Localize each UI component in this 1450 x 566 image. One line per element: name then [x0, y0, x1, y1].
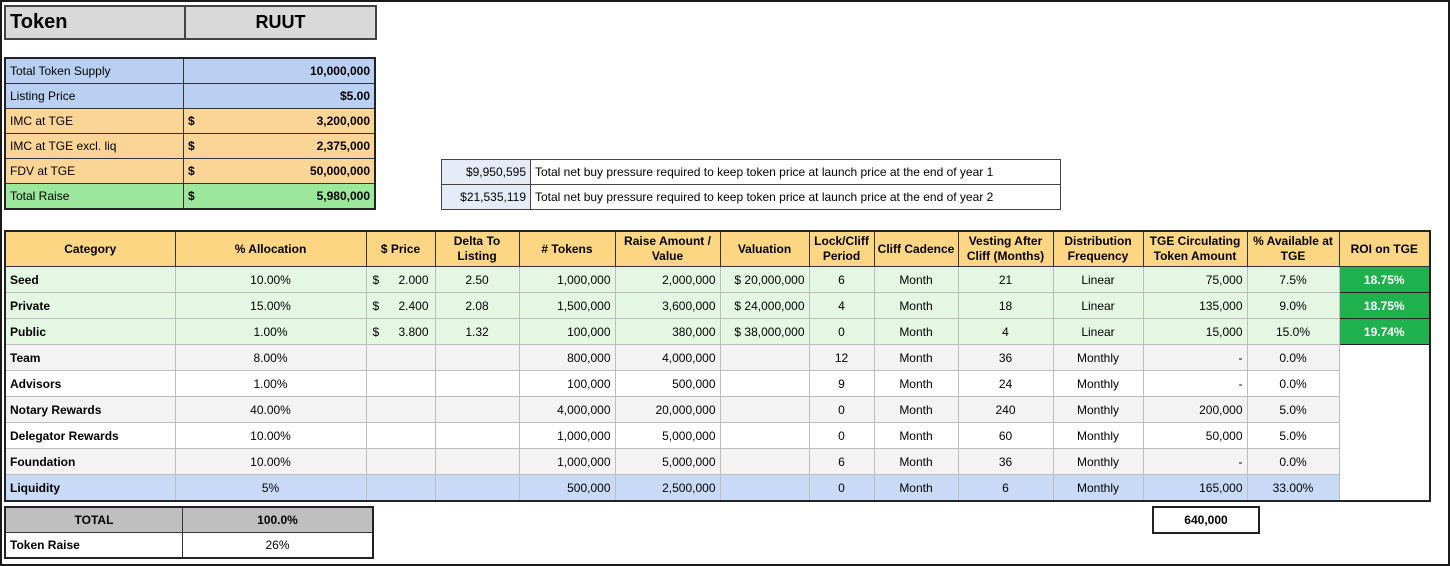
lock-cell[interactable]: 0 — [809, 397, 874, 423]
tokens-cell[interactable]: 1,000,000 — [519, 423, 615, 449]
cadence-cell[interactable]: Month — [874, 449, 958, 475]
metric-row — [5, 134, 375, 159]
raise-cell[interactable]: 380,000 — [615, 319, 720, 345]
category-cell[interactable]: Private — [5, 293, 175, 319]
circulating-cell[interactable]: - — [1143, 449, 1247, 475]
distribution-cell[interactable]: Linear — [1053, 267, 1143, 293]
header-circulating[interactable]: TGE Circulating Token Amount — [1143, 231, 1247, 267]
roi-empty-cell — [1339, 371, 1430, 397]
table-row — [5, 319, 1430, 345]
delta-cell[interactable]: 2.50 — [435, 267, 519, 293]
lock-cell[interactable]: 12 — [809, 345, 874, 371]
allocation-cell[interactable]: 10.00% — [175, 423, 366, 449]
valuation-cell[interactable] — [720, 449, 809, 475]
header-available[interactable]: % Available at TGE — [1247, 231, 1339, 267]
category-cell[interactable]: Foundation — [5, 449, 175, 475]
category-cell[interactable]: Liquidity — [5, 475, 175, 502]
cadence-cell[interactable]: Month — [874, 397, 958, 423]
distribution-cell[interactable]: Linear — [1053, 319, 1143, 345]
roi-empty-cell — [1339, 345, 1430, 371]
header-delta[interactable]: Delta To Listing — [435, 231, 519, 267]
metric-currency: $ — [184, 109, 205, 134]
vesting-cell[interactable]: 18 — [958, 293, 1053, 319]
table-row — [5, 397, 1430, 423]
price-cell[interactable] — [366, 319, 435, 345]
pressure-row — [442, 185, 1061, 210]
cadence-cell[interactable]: Month — [874, 319, 958, 345]
allocation-cell[interactable]: 1.00% — [175, 319, 366, 345]
tokens-cell[interactable]: 500,000 — [519, 475, 615, 502]
token-label[interactable]: Token — [5, 6, 185, 39]
roi-empty-cell — [1339, 475, 1430, 502]
delta-cell[interactable] — [435, 345, 519, 371]
raise-cell[interactable]: 5,000,000 — [615, 449, 720, 475]
price-cell[interactable] — [366, 371, 435, 397]
valuation-cell[interactable]: $ 20,000,000 — [720, 267, 809, 293]
table-row — [5, 345, 1430, 371]
pressure-amount[interactable]: $9,950,595 — [442, 160, 531, 185]
delta-cell[interactable] — [435, 449, 519, 475]
header-vesting[interactable]: Vesting After Cliff (Months) — [958, 231, 1053, 267]
price-value: 2.400 — [398, 298, 429, 313]
token-raise-label[interactable]: Token Raise — [5, 533, 183, 559]
header-lock[interactable]: Lock/Cliff Period — [809, 231, 874, 267]
total-row — [5, 507, 373, 533]
vesting-cell[interactable]: 36 — [958, 345, 1053, 371]
tokens-cell[interactable]: 1,000,000 — [519, 449, 615, 475]
distribution-cell[interactable]: Monthly — [1053, 397, 1143, 423]
allocation-table — [4, 230, 1431, 502]
distribution-cell[interactable]: Monthly — [1053, 475, 1143, 502]
roi-cell[interactable]: 18.75% — [1339, 293, 1430, 319]
circulating-cell[interactable]: 75,000 — [1143, 267, 1247, 293]
metric-label[interactable]: IMC at TGE — [5, 109, 184, 134]
roi-cell[interactable]: 18.75% — [1339, 267, 1430, 293]
price-cell[interactable] — [366, 475, 435, 502]
circulating-cell[interactable]: 15,000 — [1143, 319, 1247, 345]
circulating-cell[interactable]: 50,000 — [1143, 423, 1247, 449]
delta-cell[interactable]: 2.08 — [435, 293, 519, 319]
circulating-cell[interactable]: 200,000 — [1143, 397, 1247, 423]
available-cell[interactable]: 0.0% — [1247, 449, 1339, 475]
category-cell[interactable]: Advisors — [5, 371, 175, 397]
price-currency: $ — [372, 324, 380, 339]
vesting-cell[interactable]: 24 — [958, 371, 1053, 397]
allocation-cell[interactable]: 40.00% — [175, 397, 366, 423]
valuation-cell[interactable]: $ 38,000,000 — [720, 319, 809, 345]
metric-label[interactable]: IMC at TGE excl. liq — [5, 134, 184, 159]
token-header — [4, 5, 377, 40]
header-row — [5, 231, 1430, 267]
token-raise-row — [5, 533, 373, 559]
table-row — [5, 423, 1430, 449]
circulating-cell[interactable]: 165,000 — [1143, 475, 1247, 502]
pressure-amount[interactable]: $21,535,119 — [442, 185, 531, 210]
vesting-cell[interactable]: 240 — [958, 397, 1053, 423]
metric-row — [5, 109, 375, 134]
category-cell[interactable]: Notary Rewards — [5, 397, 175, 423]
available-cell[interactable]: 9.0% — [1247, 293, 1339, 319]
price-cell[interactable] — [366, 423, 435, 449]
category-cell[interactable]: Delegator Rewards — [5, 423, 175, 449]
circulating-total[interactable]: 640,000 — [1152, 506, 1260, 534]
pressure-text[interactable]: Total net buy pressure required to keep token price at launch price at the end of year 1 — [531, 160, 1061, 185]
header-raise[interactable]: Raise Amount / Value — [615, 231, 720, 267]
price-cell[interactable] — [366, 293, 435, 319]
metric-value[interactable]: 50,000,000 — [204, 159, 375, 184]
cadence-cell[interactable]: Month — [874, 371, 958, 397]
header-roi[interactable]: ROI on TGE — [1339, 231, 1430, 267]
allocation-cell[interactable]: 1.00% — [175, 371, 366, 397]
raise-cell[interactable]: 4,000,000 — [615, 345, 720, 371]
table-row — [5, 293, 1430, 319]
category-cell[interactable]: Team — [5, 345, 175, 371]
allocation-cell[interactable]: 10.00% — [175, 267, 366, 293]
raise-cell[interactable]: 20,000,000 — [615, 397, 720, 423]
cadence-cell[interactable]: Month — [874, 293, 958, 319]
lock-cell[interactable]: 0 — [809, 423, 874, 449]
table-row — [5, 449, 1430, 475]
metric-value[interactable]: 5,980,000 — [204, 184, 375, 210]
roi-empty-cell — [1339, 449, 1430, 475]
price-value: 2.000 — [398, 272, 429, 287]
token-raise-value[interactable]: 26% — [183, 533, 374, 559]
tokens-cell[interactable]: 100,000 — [519, 319, 615, 345]
roi-cell[interactable]: 19.74% — [1339, 319, 1430, 345]
table-row — [5, 371, 1430, 397]
distribution-cell[interactable]: Monthly — [1053, 345, 1143, 371]
available-cell[interactable]: 5.0% — [1247, 397, 1339, 423]
roi-empty-cell — [1339, 423, 1430, 449]
header-valuation[interactable]: Valuation — [720, 231, 809, 267]
metric-row — [5, 58, 375, 84]
roi-empty-cell — [1339, 397, 1430, 423]
lock-cell[interactable]: 9 — [809, 371, 874, 397]
available-cell[interactable]: 7.5% — [1247, 267, 1339, 293]
token-value[interactable]: RUUT — [185, 6, 376, 39]
total-value[interactable]: 100.0% — [183, 507, 374, 533]
circulating-cell[interactable]: 135,000 — [1143, 293, 1247, 319]
valuation-cell[interactable] — [720, 345, 809, 371]
price-currency: $ — [372, 272, 380, 287]
vesting-cell[interactable]: 21 — [958, 267, 1053, 293]
metric-value[interactable]: 3,200,000 — [204, 109, 375, 134]
metric-currency: $ — [184, 184, 205, 210]
category-cell[interactable]: Public — [5, 319, 175, 345]
header-category[interactable]: Category — [5, 231, 175, 267]
pressure-text[interactable]: Total net buy pressure required to keep token price at launch price at the end of year 2 — [531, 185, 1061, 210]
delta-cell[interactable] — [435, 475, 519, 502]
header-distribution[interactable]: Distribution Frequency — [1053, 231, 1143, 267]
valuation-cell[interactable] — [720, 397, 809, 423]
lock-cell[interactable]: 0 — [809, 475, 874, 502]
price-cell[interactable] — [366, 267, 435, 293]
distribution-cell[interactable]: Monthly — [1053, 449, 1143, 475]
available-cell[interactable]: 33.00% — [1247, 475, 1339, 502]
metric-row — [5, 184, 375, 210]
metric-value[interactable]: $5.00 — [184, 84, 376, 109]
metric-row — [5, 84, 375, 109]
raise-cell[interactable]: 500,000 — [615, 371, 720, 397]
header-allocation[interactable]: % Allocation — [175, 231, 366, 267]
price-cell[interactable] — [366, 449, 435, 475]
delta-cell[interactable] — [435, 371, 519, 397]
available-cell[interactable]: 15.0% — [1247, 319, 1339, 345]
circulating-cell[interactable]: - — [1143, 345, 1247, 371]
price-cell[interactable] — [366, 345, 435, 371]
table-row — [5, 267, 1430, 293]
cadence-cell[interactable]: Month — [874, 345, 958, 371]
metric-value[interactable]: 10,000,000 — [184, 58, 376, 84]
metric-label[interactable]: FDV at TGE — [5, 159, 184, 184]
price-value: 3.800 — [398, 324, 429, 339]
metric-label[interactable]: Listing Price — [5, 84, 184, 109]
allocation-cell[interactable]: 8.00% — [175, 345, 366, 371]
delta-cell[interactable]: 1.32 — [435, 319, 519, 345]
delta-cell[interactable] — [435, 423, 519, 449]
raise-cell[interactable]: 5,000,000 — [615, 423, 720, 449]
metrics-table — [4, 57, 376, 210]
category-cell[interactable]: Seed — [5, 267, 175, 293]
price-currency: $ — [372, 298, 380, 313]
delta-cell[interactable] — [435, 397, 519, 423]
raise-cell[interactable]: 2,500,000 — [615, 475, 720, 502]
vesting-cell[interactable]: 4 — [958, 319, 1053, 345]
allocation-cell[interactable]: 10.00% — [175, 449, 366, 475]
buy-pressure-table — [441, 159, 1061, 210]
valuation-cell[interactable] — [720, 423, 809, 449]
raise-cell[interactable]: 2,000,000 — [615, 267, 720, 293]
metric-value[interactable]: 2,375,000 — [204, 134, 375, 159]
available-cell[interactable]: 0.0% — [1247, 371, 1339, 397]
cadence-cell[interactable]: Month — [874, 267, 958, 293]
cadence-cell[interactable]: Month — [874, 423, 958, 449]
distribution-cell[interactable]: Linear — [1053, 293, 1143, 319]
valuation-cell[interactable] — [720, 371, 809, 397]
pressure-row — [442, 160, 1061, 185]
tokens-cell[interactable]: 800,000 — [519, 345, 615, 371]
valuation-cell[interactable] — [720, 475, 809, 502]
valuation-cell[interactable]: $ 24,000,000 — [720, 293, 809, 319]
price-cell[interactable] — [366, 397, 435, 423]
distribution-cell[interactable]: Monthly — [1053, 371, 1143, 397]
circulating-cell[interactable]: - — [1143, 371, 1247, 397]
tokens-cell[interactable]: 1,500,000 — [519, 293, 615, 319]
raise-cell[interactable]: 3,600,000 — [615, 293, 720, 319]
vesting-cell[interactable]: 36 — [958, 449, 1053, 475]
available-cell[interactable]: 5.0% — [1247, 423, 1339, 449]
available-cell[interactable]: 0.0% — [1247, 345, 1339, 371]
metric-row — [5, 159, 375, 184]
metric-currency: $ — [184, 134, 205, 159]
allocation-cell[interactable]: 5% — [175, 475, 366, 502]
tokens-cell[interactable]: 100,000 — [519, 371, 615, 397]
lock-cell[interactable]: 6 — [809, 267, 874, 293]
table-row — [5, 475, 1430, 502]
tokens-cell[interactable]: 1,000,000 — [519, 267, 615, 293]
total-label[interactable]: TOTAL — [5, 507, 183, 533]
distribution-cell[interactable]: Monthly — [1053, 423, 1143, 449]
lock-cell[interactable]: 6 — [809, 449, 874, 475]
lock-cell[interactable]: 4 — [809, 293, 874, 319]
metric-label[interactable]: Total Token Supply — [5, 58, 184, 84]
tokens-cell[interactable]: 4,000,000 — [519, 397, 615, 423]
header-cadence[interactable]: Cliff Cadence — [874, 231, 958, 267]
header-tokens[interactable]: # Tokens — [519, 231, 615, 267]
totals-table — [4, 506, 374, 559]
cadence-cell[interactable]: Month — [874, 475, 958, 502]
vesting-cell[interactable]: 6 — [958, 475, 1053, 502]
metric-currency: $ — [184, 159, 205, 184]
allocation-cell[interactable]: 15.00% — [175, 293, 366, 319]
vesting-cell[interactable]: 60 — [958, 423, 1053, 449]
lock-cell[interactable]: 0 — [809, 319, 874, 345]
header-price[interactable]: $ Price — [366, 231, 435, 267]
metric-label[interactable]: Total Raise — [5, 184, 184, 210]
